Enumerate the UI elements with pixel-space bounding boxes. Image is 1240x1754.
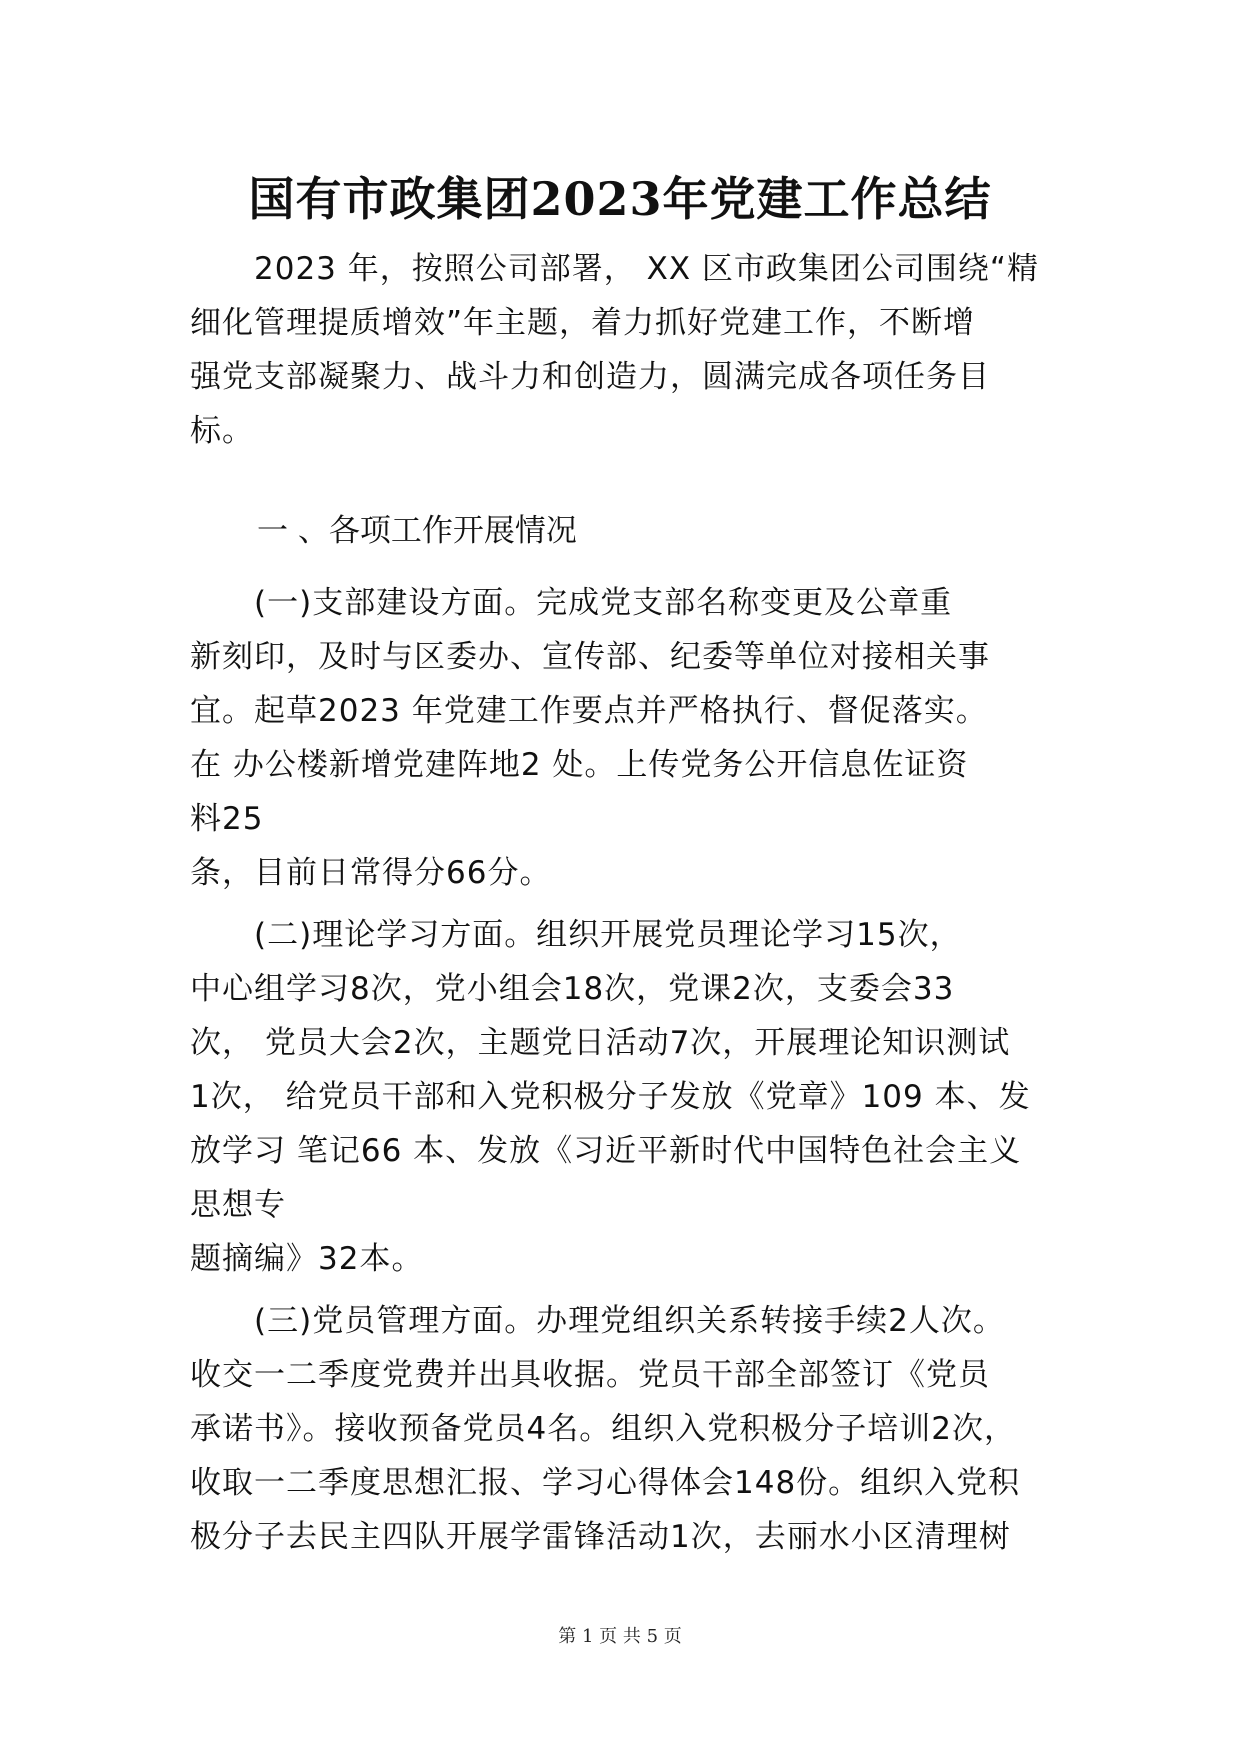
para3-line-1: (三)党员管理方面。办理党组织关系转接手续2人次。 <box>190 1303 1005 1339</box>
para3-line-5: 极分子去民主四队开展学雷锋活动1次，去丽水小区清理树 <box>190 1519 1011 1555</box>
para3-line-4: 收取一二季度思想汇报、学习心得体会148份。组织入党积 <box>190 1465 1021 1501</box>
para2-line-6: 思想专 <box>190 1187 286 1223</box>
paragraph-theory-study <box>190 908 1080 1286</box>
intro-line-4: 标。 <box>190 413 254 449</box>
section-heading-1: 一 、各项工作开展情况 <box>257 513 577 549</box>
intro-line-2: 细化管理提质增效”年主题，着力抓好党建工作，不断增 <box>190 305 976 341</box>
paragraph-member-management <box>190 1294 1080 1564</box>
para1-line-1: (一)支部建设方面。完成党支部名称变更及公章重 <box>190 585 953 621</box>
para3-line-3: 承诺书》。接收预备党员4名。组织入党积极分子培训2次， <box>190 1411 1016 1447</box>
document-title: 国有市政集团2023年党建工作总结 <box>248 172 992 226</box>
intro-line-3: 强党支部凝聚力、战斗力和创造力，圆满完成各项任务目 <box>190 359 990 395</box>
page-footer: 第 1 页 共 5 页 <box>558 1626 682 1647</box>
para2-line-5: 放学习 笔记66 本、发放《习近平新时代中国特色社会主义 <box>190 1133 1022 1169</box>
intro-paragraph <box>190 242 1080 458</box>
para2-line-7: 题摘编》32本。 <box>190 1241 424 1277</box>
para1-line-2: 新刻印，及时与区委办、宣传部、纪委等单位对接相关事 <box>190 639 990 675</box>
paragraph-branch-building <box>190 576 1080 900</box>
para2-line-2: 中心组学习8次，党小组会18次，党课2次，支委会33 <box>190 971 955 1007</box>
para3-line-2: 收交一二季度党费并出具收据。党员干部全部签订《党员 <box>190 1357 990 1393</box>
para1-line-4: 在 办公楼新增党建阵地2 处。上传党务公开信息佐证资 <box>190 747 969 783</box>
para2-line-3: 次， 党员大会2次，主题党日活动7次，开展理论知识测试 <box>190 1025 1011 1061</box>
intro-line-1: 2023 年，按照公司部署， XX 区市政集团公司围绕“精 <box>190 251 1039 287</box>
para1-line-6: 条，目前日常得分66分。 <box>190 855 552 891</box>
para2-line-1: (二)理论学习方面。组织开展党员理论学习15次， <box>190 917 962 953</box>
para1-line-3: 宜。起草2023 年党建工作要点并严格执行、督促落实。 <box>190 693 988 729</box>
para1-line-5: 料25 <box>190 801 264 837</box>
para2-line-4: 1次， 给党员干部和入党积极分子发放《党章》109 本、发 <box>190 1079 1031 1115</box>
